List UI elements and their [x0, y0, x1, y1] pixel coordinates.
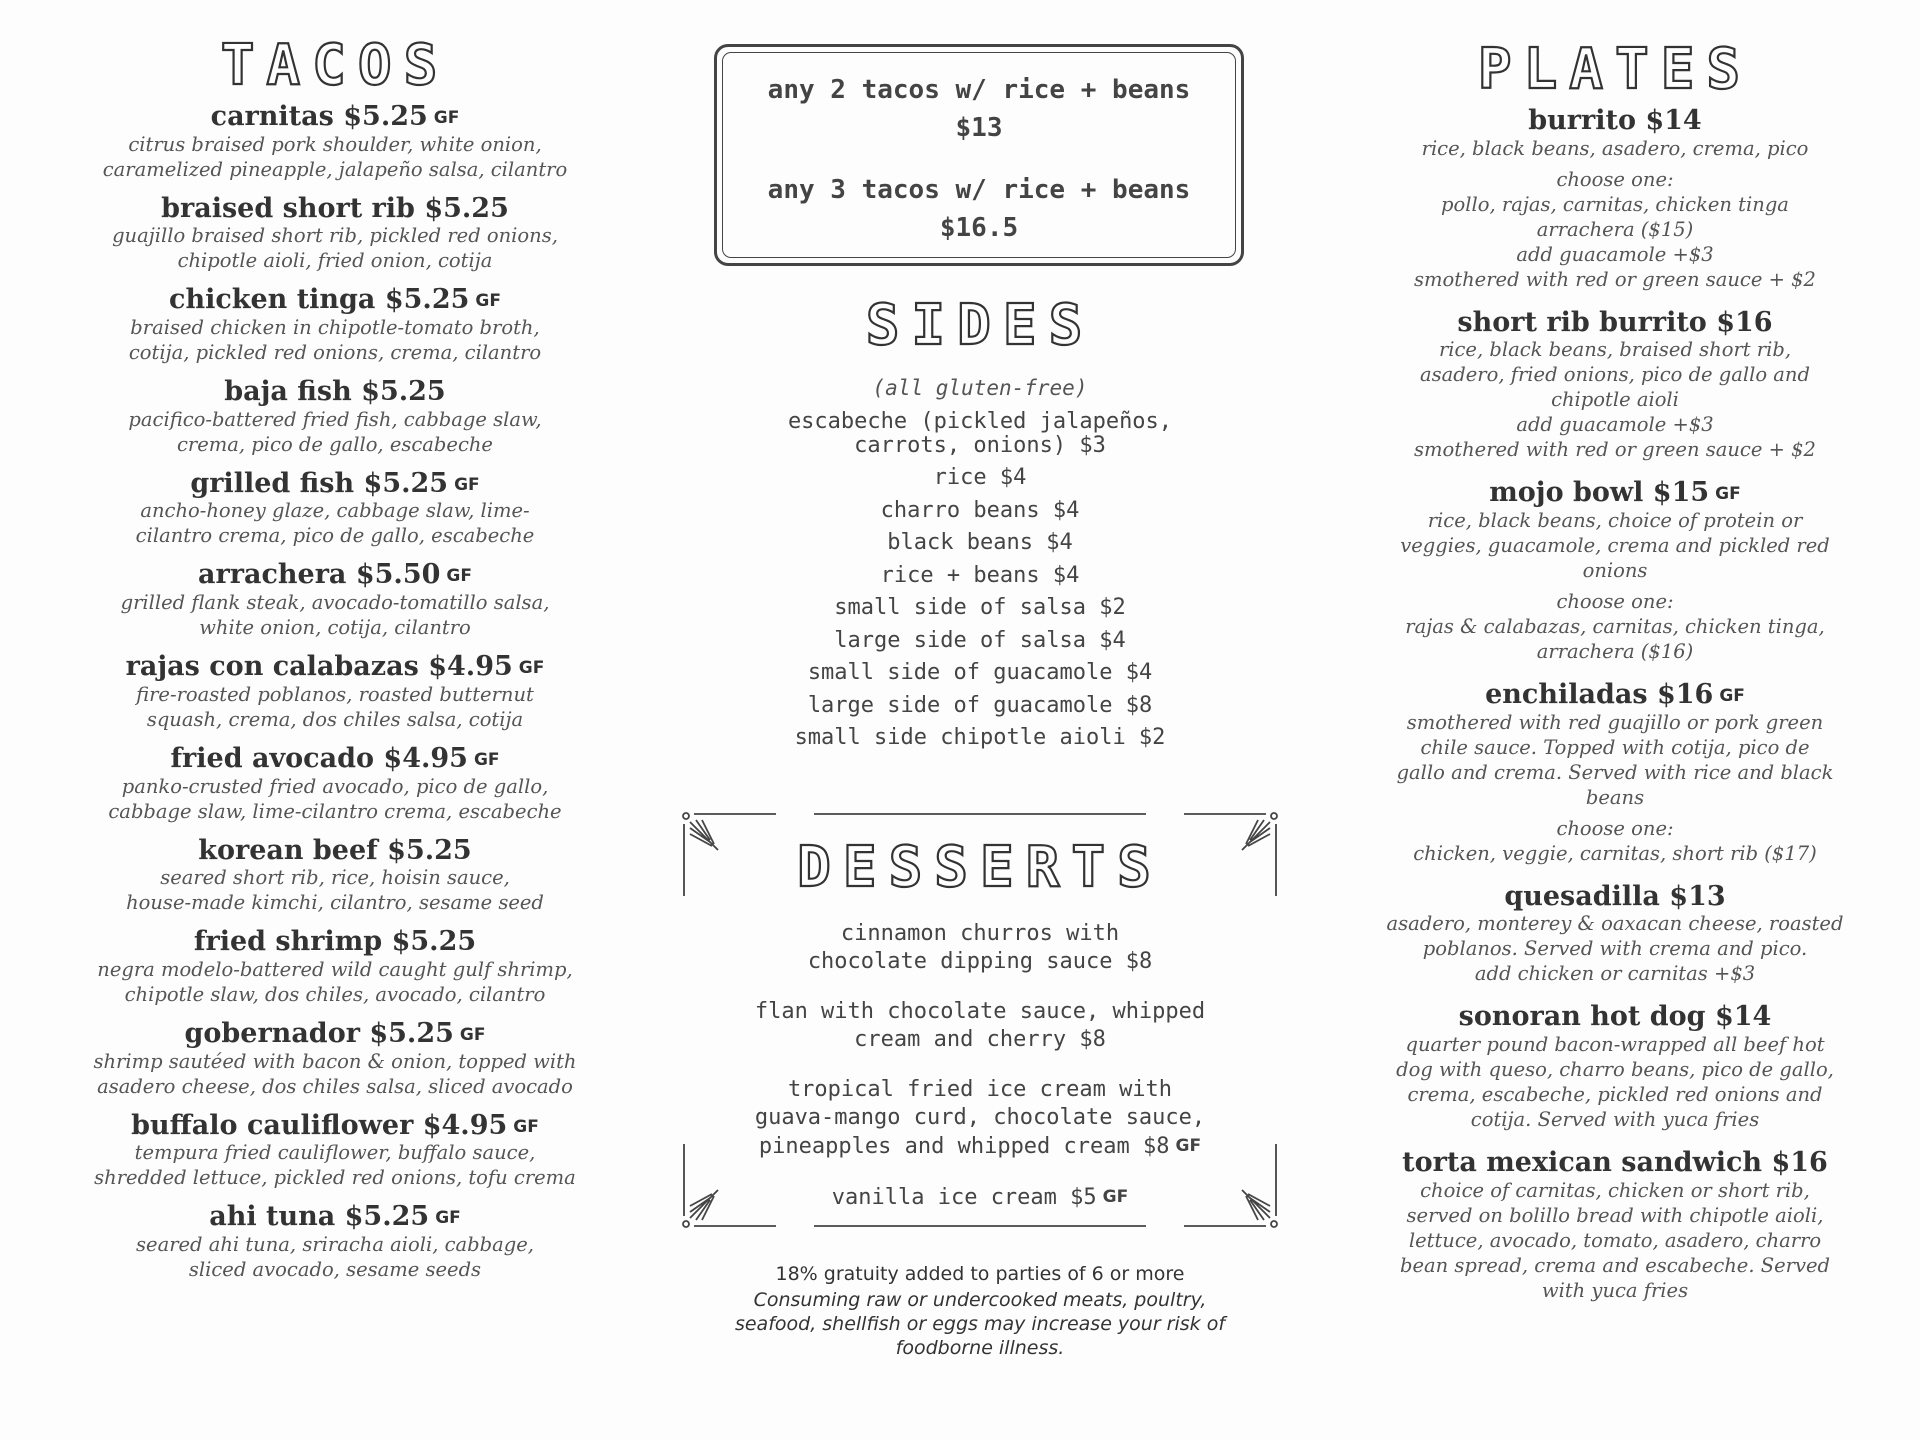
- tacos-column: [30, 0, 640, 1294]
- description-line: chipotle slaw, dos chiles, avocado, cilantro: [124, 982, 546, 1006]
- gf-badge: GF: [518, 658, 545, 679]
- item-description: [30, 132, 640, 182]
- side-item: charro beans $4: [880, 497, 1080, 523]
- item-price: $14: [1645, 105, 1702, 136]
- item-price: $5.25: [343, 101, 428, 132]
- item-name: sonoran hot dog: [1458, 1001, 1706, 1033]
- description-line: asadero, fried onions, pico de gallo and: [1420, 363, 1810, 387]
- item-description: [30, 774, 640, 824]
- item-price: $15: [1652, 477, 1710, 509]
- description-line: crema, escabeche, pickled red onions and: [1407, 1083, 1823, 1107]
- description-line: add chicken or carnitas +$3: [1474, 962, 1756, 986]
- description-line: fire-roasted poblanos, roasted butternut: [136, 682, 534, 706]
- item-title: [30, 652, 640, 682]
- gf-badge: GF: [1102, 1187, 1129, 1207]
- description-line: onions: [1582, 559, 1648, 583]
- dessert-line: chocolate dipping sauce $8: [807, 949, 1153, 974]
- desserts-section: [680, 835, 1280, 1234]
- description-line: panko-crusted fried avocado, pico de gallo,: [121, 774, 549, 798]
- description-line: with yuca fries: [1541, 1278, 1689, 1302]
- item-name: grilled fish: [190, 467, 355, 499]
- combo-line-1: any 2 tacos w/ rice + beans: [767, 75, 1191, 105]
- item-title: [30, 560, 640, 590]
- description-line: chile sauce. Topped with cotija, pico de: [1420, 735, 1810, 759]
- sides-note: (all gluten-free): [872, 376, 1088, 400]
- gf-badge: GF: [475, 291, 501, 312]
- combo-box: [714, 44, 1244, 266]
- dessert-line: cream and cherry $8: [854, 1027, 1106, 1052]
- item-title: [30, 194, 640, 224]
- gf-badge: GF: [1175, 1136, 1202, 1156]
- menu-item: [30, 1202, 640, 1282]
- item-price: $16: [1716, 306, 1773, 338]
- item-price: $16: [1656, 679, 1714, 711]
- item-description: [30, 1140, 640, 1190]
- description-line: rice, black beans, asadero, crema, pico: [1421, 136, 1809, 160]
- menu-item: [30, 285, 640, 365]
- item-price: $5.25: [363, 467, 449, 499]
- description-line: squash, crema, dos chiles salsa, cotija: [146, 707, 524, 731]
- food-warning-line: foodborne illness.: [895, 1337, 1065, 1359]
- add-on: smothered with red or green sauce + $2: [1414, 267, 1816, 291]
- sides-section: [680, 293, 1280, 755]
- item-name: baja fish: [224, 376, 352, 408]
- description-line: guajillo braised short rib, pickled red onions,: [112, 224, 558, 248]
- item-title: [30, 285, 640, 315]
- description-line: dog with queso, charro beans, pico de gallo,: [1396, 1058, 1834, 1082]
- item-name: rajas con calabazas: [125, 651, 419, 683]
- item-name: fried avocado: [170, 742, 375, 774]
- dessert-line: vanilla ice cream $5 GF: [831, 1185, 1129, 1210]
- description-line: lettuce, avocado, tomato, asadero, charro: [1408, 1228, 1822, 1252]
- description-line: sliced avocado, sesame seeds: [188, 1257, 482, 1281]
- item-description: [1335, 508, 1895, 583]
- description-line: house-made kimchi, cilantro, sesame seed: [126, 891, 544, 915]
- menu-item: [30, 1111, 640, 1191]
- item-name: chicken tinga: [169, 284, 376, 316]
- item-price: $5.25: [387, 834, 472, 866]
- description-line: white onion, cotija, cilantro: [199, 616, 471, 640]
- side-item: carrots, onions) $3: [854, 433, 1106, 458]
- description-line: quarter pound bacon-wrapped all beef hot: [1405, 1033, 1825, 1057]
- description-line: beans: [1585, 785, 1645, 809]
- description-line: chipotle aioli, fried onion, cotija: [177, 249, 493, 273]
- dessert-line: tropical fried ice cream with: [787, 1077, 1173, 1102]
- add-on: smothered with red or green sauce + $2: [1414, 438, 1816, 462]
- description-line: chipotle aioli: [1551, 388, 1679, 412]
- dessert-item: [680, 998, 1280, 1054]
- item-description: [30, 223, 640, 273]
- description-line: ancho-honey glaze, cabbage slaw, lime-: [140, 499, 530, 523]
- description-line: smothered with red guajillo or pork green: [1406, 710, 1824, 734]
- dessert-item: [680, 1183, 1280, 1212]
- item-description: [1335, 911, 1895, 986]
- menu-item: [30, 469, 640, 549]
- menu-item: [30, 560, 640, 640]
- side-item: small side of salsa $2: [834, 595, 1126, 620]
- description-line: grilled flank steak, avocado-tomatillo salsa,: [120, 591, 550, 615]
- item-price: $5.25: [361, 376, 446, 408]
- choose-label: choose one:: [1556, 816, 1674, 840]
- description-line: rice, black beans, braised short rib,: [1438, 338, 1792, 362]
- food-warning-line: Consuming raw or undercooked meats, poultry,: [753, 1289, 1207, 1311]
- footer-notice: [680, 1262, 1280, 1360]
- item-name: gobernador: [184, 1017, 360, 1049]
- dessert-line: guava-mango curd, chocolate sauce,: [754, 1105, 1206, 1130]
- dessert-item: [680, 920, 1280, 976]
- sides-title: SIDES: [865, 293, 1095, 358]
- gf-badge: GF: [1719, 686, 1745, 707]
- combo-price-2: $16.5: [939, 213, 1019, 243]
- item-description: [1335, 1178, 1895, 1303]
- description-line: served on bolillo bread with chipotle aioli,: [1406, 1203, 1824, 1227]
- item-description: [1335, 1032, 1895, 1132]
- dessert-line: cinnamon churros with: [840, 921, 1120, 946]
- item-title: [1335, 106, 1895, 136]
- description-line: cotija. Served with yuca fries: [1470, 1108, 1760, 1132]
- item-price: $4.95: [383, 742, 468, 774]
- side-item: small side chipotle aioli $2: [794, 725, 1166, 750]
- description-line: gallo and crema. Served with rice and black: [1396, 760, 1834, 784]
- item-description: [1335, 710, 1895, 810]
- add-on: add guacamole +$3: [1516, 242, 1714, 266]
- item-description: [30, 1049, 640, 1099]
- description-line: caramelized pineapple, jalapeño salsa, cilantro: [102, 157, 568, 181]
- item-title: [30, 1202, 640, 1232]
- item-price: $4.95: [422, 1109, 508, 1141]
- description-line: bean spread, crema and escabeche. Served: [1399, 1253, 1831, 1277]
- description-line: cabbage slaw, lime-cilantro crema, escabeche: [108, 799, 562, 823]
- choose-option: chicken, veggie, carnitas, short rib ($17): [1413, 841, 1817, 865]
- dessert-line: pineapples and whipped cream $8 GF: [758, 1134, 1202, 1159]
- plates-column: [1335, 0, 1895, 1319]
- menu-item: [1335, 1148, 1895, 1303]
- description-line: braised chicken in chipotle-tomato broth,: [130, 316, 540, 340]
- gf-badge: GF: [435, 1208, 461, 1229]
- dessert-item: [680, 1076, 1280, 1161]
- item-name: carnitas: [210, 101, 334, 132]
- gf-badge: GF: [473, 749, 500, 770]
- item-title: [30, 744, 640, 774]
- item-title: [30, 1019, 640, 1049]
- item-name: braised short rib: [161, 192, 415, 224]
- item-description: [30, 865, 640, 915]
- choose-option: arrachera ($16): [1536, 640, 1694, 664]
- item-name: arrachera: [198, 559, 347, 591]
- choose-label: choose one:: [1556, 590, 1674, 614]
- choose-label: choose one:: [1556, 167, 1674, 191]
- item-title: [1335, 882, 1895, 912]
- item-title: [1335, 1002, 1895, 1032]
- item-name: buffalo cauliflower: [131, 1109, 414, 1141]
- gratuity-note: 18% gratuity added to parties of 6 or more: [775, 1263, 1185, 1285]
- item-description: [30, 315, 640, 365]
- side-item: large side of guacamole $8: [807, 692, 1153, 718]
- gf-badge: GF: [446, 566, 472, 587]
- item-name: quesadilla: [1504, 880, 1660, 912]
- menu-item: [1335, 1002, 1895, 1132]
- item-name: burrito: [1528, 105, 1636, 136]
- item-price: $5.25: [424, 192, 509, 224]
- tacos-title: TACOS: [220, 33, 450, 98]
- item-price: $16: [1771, 1147, 1828, 1179]
- item-name: torta mexican sandwich: [1402, 1147, 1763, 1179]
- description-line: pacifico-battered fried fish, cabbage slaw,: [128, 407, 542, 431]
- item-price: $5.25: [344, 1201, 430, 1233]
- item-description: [1335, 136, 1895, 161]
- item-title: [30, 469, 640, 499]
- item-description: [30, 957, 640, 1007]
- description-line: rice, black beans, choice of protein or: [1427, 509, 1803, 533]
- description-line: tempura fried cauliflower, buffalo sauce,: [134, 1141, 536, 1165]
- description-line: shredded lettuce, pickled red onions, tofu crema: [94, 1166, 576, 1190]
- side-item: large side of salsa $4: [834, 627, 1126, 653]
- choose-option: rajas & calabazas, carnitas, chicken tinga,: [1405, 615, 1825, 639]
- plates-title: PLATES: [1477, 37, 1753, 102]
- food-warning-line: seafood, shellfish or eggs may increase your risk of: [734, 1313, 1226, 1335]
- item-title: [30, 836, 640, 866]
- item-title: [1335, 1148, 1895, 1178]
- item-name: ahi tuna: [209, 1201, 336, 1233]
- description-line: seared ahi tuna, sriracha aioli, cabbage,: [136, 1232, 534, 1256]
- item-price: $5.25: [384, 284, 470, 316]
- description-line: shrimp sautéed with bacon & onion, topped with: [93, 1049, 577, 1073]
- gf-badge: GF: [513, 1116, 539, 1137]
- side-item: escabeche (pickled jalapeños,: [787, 409, 1173, 434]
- item-title: [30, 377, 640, 407]
- gf-badge: GF: [459, 1024, 486, 1045]
- item-description: [30, 590, 640, 640]
- item-price: $14: [1714, 1001, 1772, 1033]
- side-item: small side of guacamole $4: [807, 660, 1153, 685]
- menu-item: [1335, 106, 1895, 292]
- description-line: poblanos. Served with crema and pico.: [1422, 937, 1808, 961]
- item-title: [1335, 680, 1895, 710]
- side-item: rice $4: [933, 465, 1027, 490]
- item-price: $13: [1669, 880, 1726, 912]
- menu-item: [1335, 478, 1895, 664]
- menu-item: [30, 1019, 640, 1099]
- item-description: [30, 498, 640, 548]
- item-price: $4.95: [428, 651, 513, 683]
- menu-item: [30, 102, 640, 182]
- item-price: $5.50: [355, 559, 441, 591]
- item-name: fried shrimp: [193, 926, 383, 958]
- item-name: korean beef: [198, 834, 378, 866]
- description-line: cotija, pickled red onions, crema, cilantro: [128, 341, 542, 365]
- description-line: seared short rib, rice, hoisin sauce,: [160, 866, 510, 890]
- menu-item: [30, 652, 640, 732]
- gf-badge: GF: [1715, 484, 1741, 505]
- side-item: rice + beans $4: [880, 562, 1080, 588]
- desserts-list: [680, 920, 1280, 1212]
- item-price: $5.25: [369, 1017, 454, 1049]
- description-line: veggies, guacamole, crema and pickled red: [1400, 534, 1830, 558]
- menu-item: [1335, 680, 1895, 866]
- menu-item: [30, 927, 640, 1007]
- item-name: mojo bowl: [1489, 477, 1644, 509]
- menu-item: [1335, 882, 1895, 987]
- description-line: negra modelo-battered wild caught gulf shrimp,: [97, 957, 573, 981]
- item-title: [1335, 478, 1895, 508]
- add-on: add guacamole +$3: [1516, 413, 1714, 437]
- item-name: short rib burrito: [1457, 306, 1707, 338]
- item-description: [30, 682, 640, 732]
- description-line: citrus braised pork shoulder, white onion,: [128, 132, 542, 156]
- description-line: asadero, monterey & oaxacan cheese, roasted: [1386, 912, 1844, 936]
- menu-item: [30, 836, 640, 916]
- choose-option: arrachera ($15): [1536, 217, 1694, 241]
- description-line: cilantro crema, pico de gallo, escabeche: [135, 524, 535, 548]
- choose-option: pollo, rajas, carnitas, chicken tinga: [1441, 192, 1789, 216]
- side-item: black beans $4: [887, 530, 1073, 555]
- item-title: [1335, 308, 1895, 338]
- menu-item: [1335, 308, 1895, 463]
- combo-line-2: any 3 tacos w/ rice + beans: [767, 175, 1191, 205]
- menu-item: [30, 744, 640, 824]
- item-title: [30, 927, 640, 957]
- item-title: [30, 102, 640, 132]
- combo-price-1: $13: [955, 113, 1003, 143]
- sides-list: [680, 462, 1280, 755]
- gf-badge: GF: [454, 474, 480, 495]
- item-title: [30, 1111, 640, 1141]
- gf-badge: GF: [433, 108, 460, 128]
- plates-list: [1335, 106, 1895, 1303]
- description-line: choice of carnitas, chicken or short rib,: [1420, 1178, 1810, 1202]
- item-name: enchiladas: [1485, 679, 1648, 711]
- description-line: asadero cheese, dos chiles salsa, sliced avocado: [97, 1074, 573, 1098]
- tacos-list: [30, 102, 640, 1282]
- menu-item: [30, 194, 640, 274]
- menu-item: [30, 377, 640, 457]
- item-description: [30, 1232, 640, 1282]
- dessert-line: flan with chocolate sauce, whipped: [754, 999, 1206, 1024]
- item-description: [30, 407, 640, 457]
- description-line: crema, pico de gallo, escabeche: [177, 432, 493, 456]
- item-price: $5.25: [391, 926, 477, 958]
- desserts-title: DESSERTS: [797, 835, 1163, 900]
- item-description: [1335, 337, 1895, 412]
